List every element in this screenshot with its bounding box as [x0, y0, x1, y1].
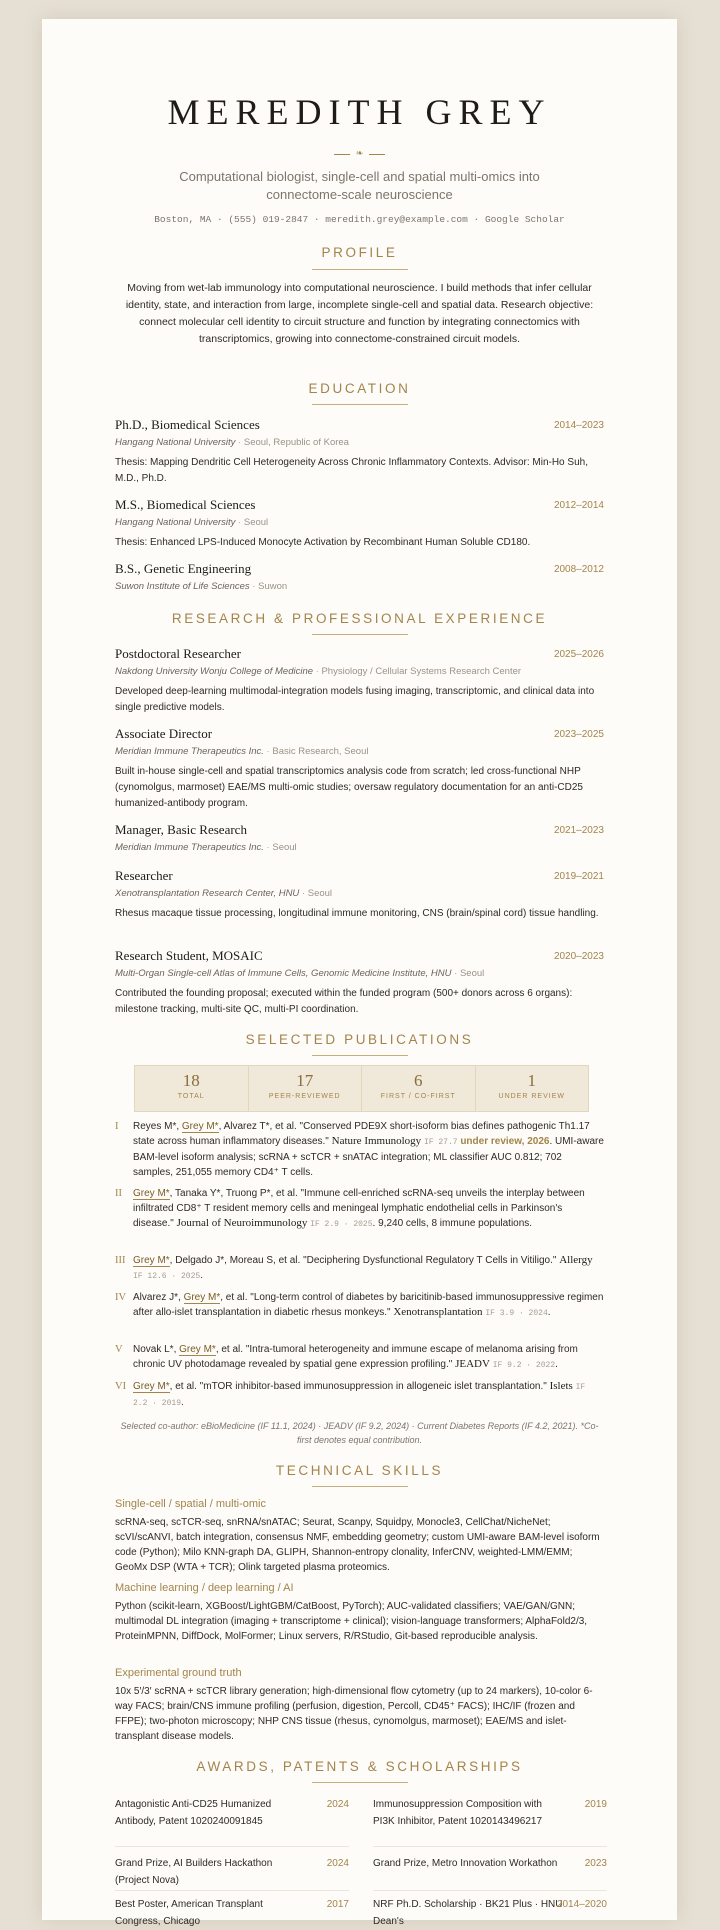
experience-dates: 2023–2025 — [553, 729, 604, 740]
award-name: Antagonistic Anti-CD25 Humanized Antibody, Patent 1020240091845 — [115, 1799, 272, 1827]
institution-location: Suwon — [258, 581, 288, 592]
section-rule — [312, 634, 408, 635]
education-entry — [115, 417, 604, 487]
award-year: 2014–2020 — [556, 1899, 607, 1910]
publication-citation: Grey M*, Delgado J*, Moreau S, et al. "Deciphering Dysfunctional Regulatory T Cells in Vitiligo." Allergy IF 12.6 · 2025. — [133, 1254, 593, 1281]
journal-name: Islets — [549, 1380, 573, 1392]
publication-item — [115, 1379, 604, 1411]
separator: · — [299, 888, 308, 899]
award-item — [115, 1796, 349, 1847]
separator: · — [249, 581, 259, 592]
ornament-line-left — [334, 154, 350, 155]
publication-citation: Alvarez J*, Grey M*, et al. "Long-term control of diabetes by baricitinib-based immunosuppressive regimen after allo-islet transplantation in diabetic rhesus monkeys." Xenotransplantation IF 3.9 · 2024. — [133, 1292, 604, 1318]
award-name: Immunosuppression Composition with PI3K Inhibitor, Patent 1020143496217 — [373, 1799, 543, 1827]
publication-number: I — [115, 1121, 119, 1132]
organization-line — [115, 968, 484, 979]
role-title: Researcher — [115, 868, 173, 883]
publications-note: Selected co-author: eBioMedicine (IF 11.1, 2024) · JEADV (IF 9.2, 2024) · Current Diabetes Reports (IF 4.2, 2021). *Co-first denotes equal contribution. — [120, 1421, 599, 1445]
organization-name: Xenotransplantation Research Center, HNU — [115, 888, 300, 899]
award-name: Best Poster, American Transplant Congress, Chicago — [115, 1899, 263, 1927]
publication-status: under review, 2026 — [460, 1136, 550, 1147]
skill-group-heading: Experimental ground truth — [115, 1667, 242, 1679]
separator: · — [451, 968, 460, 979]
impact-factor: IF 12.6 · 2025 — [133, 1272, 201, 1281]
contact-email-link[interactable]: meredith.grey@example.com — [325, 214, 468, 225]
experience-dates: 2021–2023 — [553, 825, 604, 836]
separator: · — [313, 666, 322, 677]
section-title-profile: PROFILE — [321, 245, 398, 260]
skill-group-body: 10x 5′/3′ scRNA + scTCR library generation; high-dimensional flow cytometry (up to 24 markers), 10-color 6-way FACS; brain/CNS immune profiling (perfusion, digestion, Percoll, CD45⁺ FACS); IHC/IF (frozen and FFPE); two-photon microscopy; NHP CNS tissue (rhesus, cynomolgus, marmoset); EAE/MS and islet-transplant disease models. — [115, 1686, 593, 1742]
impact-factor: IF 2.2 · 2019 — [133, 1383, 586, 1408]
award-item — [115, 1896, 349, 1926]
resume-page — [42, 19, 677, 1927]
author-highlight: Grey M* — [183, 1292, 221, 1303]
stat-label: PEER-REVIEWED — [268, 1093, 341, 1100]
education-dates: 2014–2023 — [553, 420, 604, 431]
award-item — [373, 1855, 607, 1891]
award-name: NRF Ph.D. Scholarship · BK21 Plus · HNU Dean's — [373, 1899, 563, 1927]
skill-group-body: Python (scikit-learn, XGBoost/LightGBM/CatBoost, PyTorch); AUC-validated classifiers; VAE/GAN/GNN; multimodal DL integration (imaging + transcriptome + clinical); vision-language transformers; AlphaFold2/3, ProteinMPNN, DiffDock, MolFormer; Linux servers, R/RStudio, Git-based reproducible analysis. — [115, 1601, 588, 1642]
stat-label: TOTAL — [177, 1093, 205, 1100]
publication-number: II — [115, 1188, 122, 1199]
publication-item — [115, 1119, 604, 1180]
award-year: 2023 — [584, 1858, 607, 1869]
skill-group-heading: Machine learning / deep learning / AI — [115, 1582, 294, 1594]
contact-phone[interactable]: (555) 019-2847 — [228, 214, 309, 225]
publication-citation: Grey M*, et al. "mTOR inhibitor-based immunosuppression in allogeneic islet transplantation." Islets IF 2.2 · 2019. — [133, 1380, 586, 1408]
separator: · — [235, 517, 244, 528]
role-title: Associate Director — [115, 726, 213, 741]
degree-title: Ph.D., Biomedical Sciences — [115, 417, 260, 432]
skill-group-heading: Single-cell / spatial / multi-omic — [115, 1498, 266, 1510]
skill-group-body: scRNA-seq, scTCR-seq, snRNA/snATAC; Seurat, Scanpy, Squidpy, Monocle3, CellChat/NicheNet; scVI/scANVI, batch integration, consensus NMF, embedding geometry; custom UMI-aware BAM-level isoform code (Python); Milo KNN-graph DA, GLIPH, Shannon-entropy clonality, InferCNV, weighted-LMM/EMM; GeoMx DSP (WTA + TCR); Olink targeted plasma proteomics. — [115, 1517, 600, 1573]
contact-location: Boston, MA — [154, 214, 212, 225]
journal-name: Allergy — [559, 1254, 593, 1266]
organization-name: Nakdong University Wonju College of Medicine — [115, 666, 314, 677]
fleuron-icon: ❧ — [355, 148, 364, 159]
organization-location: Seoul — [307, 888, 333, 899]
stat-value: 18 — [182, 1071, 200, 1090]
publication-item — [115, 1290, 604, 1321]
experience-description: Rhesus macaque tissue processing, longitudinal immune monitoring, CNS (brain/spinal cord) tissue handling. — [115, 908, 599, 919]
publication-citation: Novak L*, Grey M*, et al. "Intra-tumoral heterogeneity and immune escape of melanoma arising from chronic UV photodamage revealed by spatial gene expression profiling." JEADV IF 9.2 · 2022. — [133, 1344, 578, 1370]
contact-separator: · — [473, 214, 480, 225]
education-entry — [115, 497, 604, 547]
contact-separator: · — [313, 214, 320, 225]
role-title: Research Student, MOSAIC — [115, 948, 263, 963]
section-title-experience: RESEARCH & PROFESSIONAL EXPERIENCE — [171, 611, 548, 626]
organization-name: Meridian Immune Therapeutics Inc. — [115, 746, 264, 757]
impact-factor: IF 27.7 — [423, 1138, 458, 1147]
education-detail: Thesis: Mapping Dendritic Cell Heterogeneity Across Chronic Inflammatory Contexts. Advisor: Min-Ho Suh, M.D., Ph.D. — [115, 457, 588, 484]
institution-location: Seoul, Republic of Korea — [243, 437, 349, 448]
author-highlight: Grey M* — [133, 1255, 170, 1266]
award-item — [115, 1855, 349, 1891]
journal-name: Nature Immunology — [331, 1135, 422, 1147]
stat-first-author — [362, 1066, 476, 1111]
experience-description: Built in-house single-cell and spatial transcriptomics analysis code from scratch; led cross-functional NHP (cynomolgus, marmoset) EAE/MS multi-omic studies; oversaw regulatory documentation for an anti-CD25 humanized-antibody program. — [115, 766, 583, 809]
organization-location: Basic Research, Seoul — [272, 746, 369, 757]
organization-name: Meridian Immune Therapeutics Inc. — [115, 842, 264, 853]
education-dates: 2012–2014 — [553, 500, 604, 511]
impact-factor: IF 3.9 · 2024 — [485, 1309, 548, 1318]
award-name: Grand Prize, Metro Innovation Workathon — [373, 1858, 558, 1869]
author-highlight: Grey M* — [133, 1381, 170, 1392]
publication-citation: Grey M*, Tanaka Y*, Truong P*, et al. "Immune cell-enriched scRNA-seq unveils the interplay between infiltrated CD8⁺ T resident memory cells and meningeal lymphatic endothelial cells in Parkinson's disease." Journal of Neuroimmunology IF 2.9 · 2025. 9,240 cells, 8 immune populations. — [133, 1188, 585, 1229]
journal-name: Journal of Neuroimmunology — [176, 1217, 308, 1229]
award-year: 2024 — [326, 1858, 349, 1869]
impact-factor: IF 2.9 · 2025 — [310, 1220, 373, 1229]
publication-item — [115, 1186, 604, 1232]
organization-line — [115, 842, 297, 853]
experience-description: Contributed the founding proposal; executed within the funded program (500+ donors across 6 organs): milestone tracking, multi-site QC, multi-PI coordination. — [115, 988, 573, 1015]
education-detail: Thesis: Enhanced LPS-Induced Monocyte Activation by Recombinant Human Soluble CD180. — [115, 537, 531, 548]
stat-total — [135, 1066, 249, 1111]
journal-name: Xenotransplantation — [393, 1306, 483, 1318]
section-rule — [312, 404, 408, 405]
education-entry — [115, 561, 604, 595]
experience-entry — [115, 646, 604, 718]
author-highlight: Grey M* — [181, 1121, 219, 1132]
tagline: Computational biologist, single-cell and spatial multi-omics into connectome-scale neuroscience — [179, 169, 540, 202]
author-highlight: Grey M* — [133, 1188, 170, 1199]
section-title-publications: SELECTED PUBLICATIONS — [245, 1032, 474, 1047]
organization-location: Seoul — [272, 842, 297, 853]
stat-peer-reviewed — [249, 1066, 363, 1111]
contact-separator: · — [216, 214, 223, 225]
experience-dates: 2020–2023 — [553, 951, 604, 962]
organization-name: Multi-Organ Single-cell Atlas of Immune Cells, Genomic Medicine Institute, HNU — [115, 968, 452, 979]
award-year: 2024 — [326, 1799, 349, 1810]
degree-title: B.S., Genetic Engineering — [115, 561, 252, 576]
ornament-line-right — [369, 154, 385, 155]
organization-line — [115, 666, 521, 677]
section-rule — [312, 1055, 408, 1056]
contact-line — [115, 214, 604, 225]
institution-name: Hangang National University — [115, 517, 236, 528]
publication-item — [115, 1253, 604, 1284]
stat-under-review — [476, 1066, 589, 1111]
stat-value: 17 — [296, 1071, 314, 1090]
role-title: Postdoctoral Researcher — [115, 646, 241, 661]
experience-dates: 2025–2026 — [553, 649, 604, 660]
section-title-education: EDUCATION — [308, 381, 411, 396]
experience-entry — [115, 948, 604, 1020]
experience-entry — [115, 726, 604, 814]
role-title: Manager, Basic Research — [115, 822, 247, 837]
institution-line — [115, 581, 287, 592]
publication-number: III — [115, 1255, 126, 1266]
institution-line — [115, 437, 349, 448]
stat-label: FIRST / CO-FIRST — [380, 1093, 456, 1100]
section-title-awards: AWARDS, PATENTS & SCHOLARSHIPS — [196, 1759, 523, 1774]
section-rule — [312, 1782, 408, 1783]
profile-text: Moving from wet-lab immunology into computational neuroscience. I build methods that infer cellular identity, state, and interaction from large, incomplete single-cell and spatial data. Research objective: connect molecular cell identity to circuit structure and function by integrating connectomics with transcriptomics, growing into connectome-constrained circuit models. — [125, 282, 594, 345]
section-rule — [312, 1486, 408, 1487]
award-item — [373, 1796, 607, 1847]
impact-factor: IF 9.2 · 2022 — [492, 1361, 556, 1370]
publication-stats — [134, 1065, 589, 1112]
institution-location: Seoul — [243, 517, 269, 528]
publication-number: VI — [115, 1381, 127, 1392]
institution-name: Suwon Institute of Life Sciences — [115, 581, 250, 592]
organization-location: Physiology / Cellular Systems Research Center — [321, 666, 522, 677]
stat-label: UNDER REVIEW — [498, 1093, 565, 1100]
institution-line — [115, 517, 268, 528]
google-scholar-link[interactable]: Google Scholar — [484, 214, 565, 225]
publication-citation: Reyes M*, Grey M*, Alvarez T*, et al. "Conserved PDE9X short-isoform bias defines pathogenic Th1.17 state across human inflammatory diseases." Nature Immunology IF 27.7 under review, 2026. UMI-aware BAM-level isoform analysis; scRNA + scTCR + snATAC integration; ML classifier AUC 0.812; 702 samples, 251,055 memory CD4⁺ T cells. — [133, 1121, 604, 1178]
publication-number: IV — [115, 1292, 127, 1303]
experience-entry — [115, 822, 604, 856]
section-title-skills: TECHNICAL SKILLS — [275, 1463, 444, 1478]
award-item — [373, 1896, 607, 1926]
award-year: 2017 — [326, 1899, 349, 1910]
separator: · — [263, 842, 273, 853]
author-highlight: Grey M* — [179, 1344, 216, 1355]
separator: · — [263, 746, 273, 757]
section-rule — [312, 269, 408, 270]
award-name: Grand Prize, AI Builders Hackathon (Project Nova) — [115, 1858, 273, 1886]
publication-item — [115, 1342, 604, 1373]
stat-value: 1 — [527, 1071, 536, 1090]
header-ornament — [115, 148, 604, 160]
journal-name: JEADV — [455, 1358, 490, 1370]
organization-line — [115, 746, 368, 757]
organization-location: Seoul — [459, 968, 485, 979]
candidate-name: MEREDITH GREY — [167, 92, 552, 132]
education-dates: 2008–2012 — [553, 564, 604, 575]
separator: · — [235, 437, 244, 448]
stat-value: 6 — [414, 1071, 423, 1090]
experience-description: Developed deep-learning multimodal-integration models fusing imaging, transcriptomic, and clinical data into single predictive models. — [115, 686, 595, 713]
award-year: 2019 — [584, 1799, 607, 1810]
institution-name: Hangang National University — [115, 437, 236, 448]
experience-dates: 2019–2021 — [553, 871, 604, 882]
organization-line — [115, 888, 332, 899]
degree-title: M.S., Biomedical Sciences — [115, 497, 256, 512]
publication-number: V — [115, 1344, 123, 1355]
experience-entry — [115, 868, 604, 940]
